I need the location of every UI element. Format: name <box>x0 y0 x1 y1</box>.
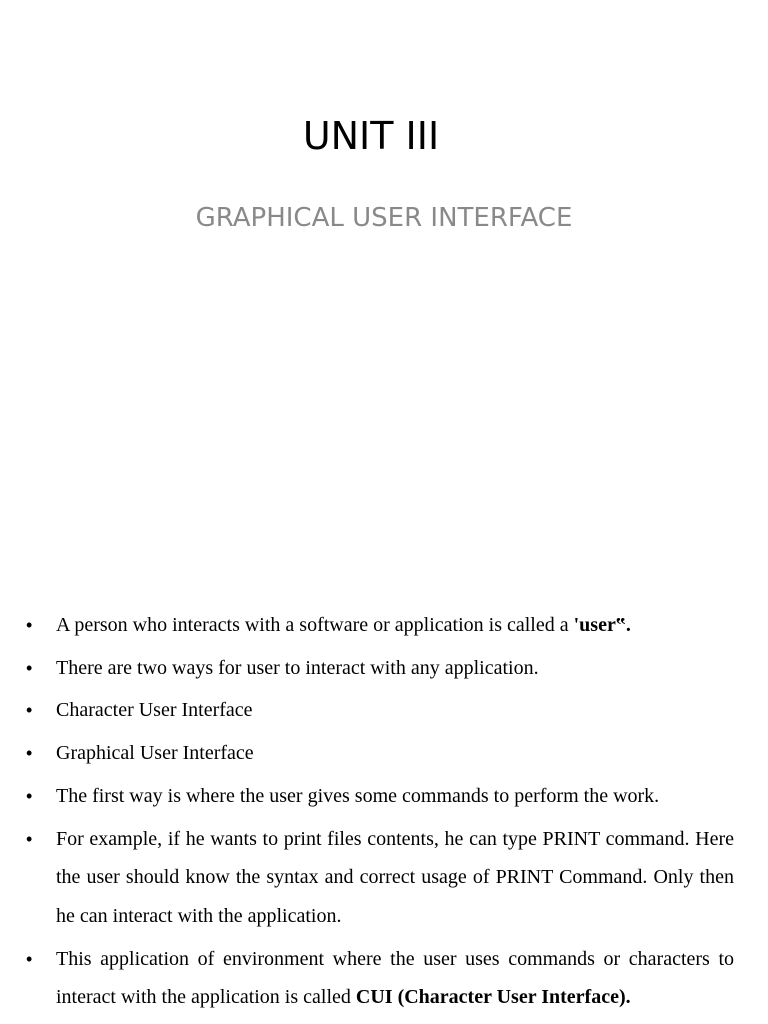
bullet-dot-icon: • <box>26 828 33 849</box>
bullet-bold-text: 'user‟. <box>573 614 631 636</box>
bullet-dot-icon: • <box>26 948 33 969</box>
bullet-item <box>0 777 768 816</box>
bullet-text: There are two ways for user to interact with any application. <box>56 656 539 679</box>
bullet-dot-icon: • <box>26 657 33 678</box>
bullet-text: The first way is where the user gives some commands to perform the work. <box>56 784 660 807</box>
bullet-item <box>0 606 768 645</box>
bullet-text: Character User Interface <box>56 699 253 722</box>
slide-subtitle: GRAPHICAL USER INTERFACE <box>195 203 573 233</box>
bullet-item <box>0 940 768 1017</box>
bullet-text: This application of environment where the user uses commands or characters to interact with the application is called <box>56 947 734 1009</box>
bullet-dot-icon: • <box>26 743 33 764</box>
bullet-list <box>0 606 768 1021</box>
bullet-dot-icon: • <box>26 700 33 721</box>
slide-title: UNIT III <box>302 114 440 158</box>
bullet-bold-text: CUI (Character User Interface). <box>355 986 631 1009</box>
bullet-item <box>0 820 768 936</box>
bullet-item <box>0 691 768 730</box>
bullet-item <box>0 734 768 773</box>
bullet-text: Graphical User Interface <box>56 742 254 765</box>
bullet-text: For example, if he wants to print files contents, he can type PRINT command. Here the user should know the syntax and correct usage of PRINT Command. Only then he can interact with the application. <box>56 827 734 927</box>
bullet-text: A person who interacts with a software or application is called a <box>56 614 574 636</box>
bullet-dot-icon: • <box>26 615 33 635</box>
bullet-item <box>0 649 768 688</box>
bullet-dot-icon: • <box>26 785 33 806</box>
